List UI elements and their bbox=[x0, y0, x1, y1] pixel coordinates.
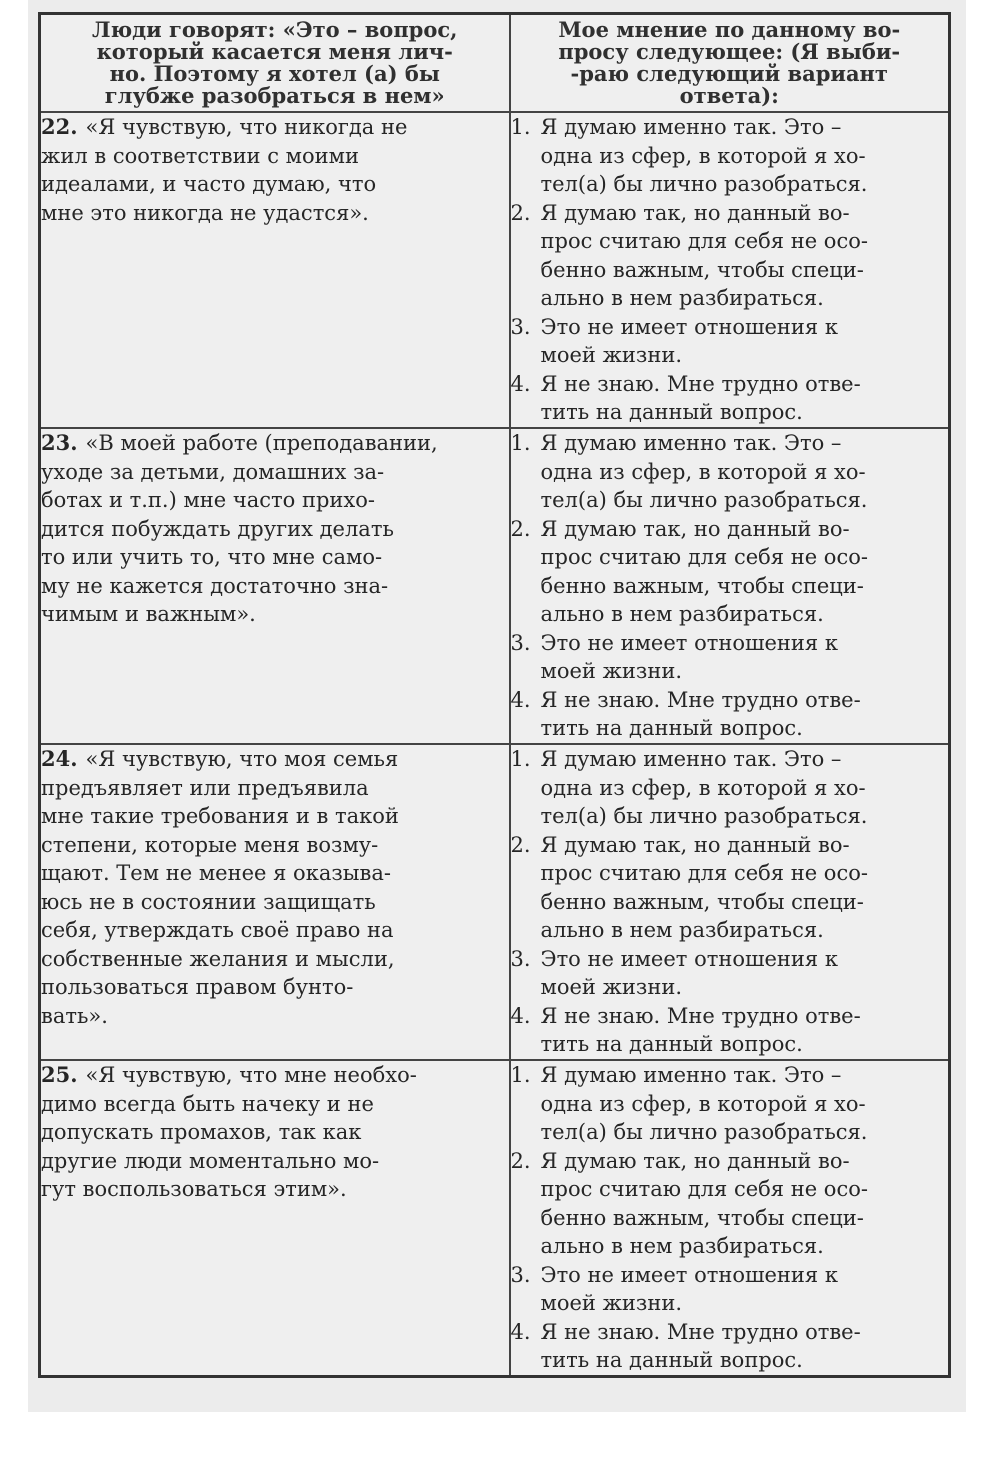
statement-cell bbox=[40, 1060, 510, 1376]
option-text: Я думаю так, но данный во- прос считаю для себя не осо- бенно важным, чтобы специ- ально в нем разбираться. bbox=[540, 200, 868, 310]
answer-options bbox=[510, 744, 950, 1060]
question-number: 22. bbox=[41, 114, 78, 139]
answer-option-1[interactable] bbox=[511, 1061, 949, 1147]
option-text: Я думаю именно так. Это – одна из сфер, в которой я хо- тел(а) бы лично разобраться. bbox=[540, 431, 868, 512]
answer-option-3[interactable] bbox=[511, 629, 949, 686]
answer-option-1[interactable] bbox=[511, 429, 949, 515]
statement-cell bbox=[40, 744, 510, 1060]
option-number: 1. bbox=[510, 431, 531, 455]
questionnaire-table bbox=[38, 12, 951, 1378]
option-text: Я не знаю. Мне трудно отве- тить на данный вопрос. bbox=[540, 1003, 861, 1056]
answer-option-3[interactable] bbox=[511, 945, 949, 1002]
answer-option-2[interactable] bbox=[511, 515, 949, 629]
option-number: 3. bbox=[510, 946, 531, 971]
option-number: 3. bbox=[510, 1262, 531, 1287]
statement-text: «В моей работе (преподавании, уходе за детьми, домашних за- ботах и т.п.) мне часто прихо- дится побуждать других делать то или учить то, что мне само- му не кажется достаточно зна- чимым и важным». bbox=[41, 431, 438, 626]
header-people-say: Люди говорят: «Это – вопрос, который касается меня лич- но. Поэтому я хотел (а) бы глубже разобраться в нем» bbox=[40, 14, 510, 113]
option-number: 1. bbox=[510, 747, 531, 771]
option-number: 3. bbox=[510, 314, 531, 339]
answer-options bbox=[510, 1060, 950, 1376]
question-row-23 bbox=[40, 428, 950, 744]
option-number: 2. bbox=[510, 516, 531, 541]
option-text: Это не имеет отношения к моей жизни. bbox=[540, 946, 838, 999]
option-text: Я думаю так, но данный во- прос считаю для себя не осо- бенно важным, чтобы специ- ально в нем разбираться. bbox=[540, 516, 868, 626]
answer-options bbox=[510, 112, 950, 428]
option-number: 4. bbox=[510, 371, 531, 396]
answer-option-3[interactable] bbox=[511, 313, 949, 370]
question-number: 24. bbox=[41, 746, 78, 771]
question-row-22 bbox=[40, 112, 950, 428]
question-row-25 bbox=[40, 1060, 950, 1376]
option-text: Я не знаю. Мне трудно отве- тить на данный вопрос. bbox=[540, 687, 861, 740]
question-number: 25. bbox=[41, 1062, 78, 1087]
answer-option-4[interactable] bbox=[511, 1318, 949, 1375]
question-row-24 bbox=[40, 744, 950, 1060]
option-text: Я думаю именно так. Это – одна из сфер, в которой я хо- тел(а) бы лично разобраться. bbox=[540, 747, 868, 828]
option-text: Я думаю так, но данный во- прос считаю для себя не осо- бенно важным, чтобы специ- ально в нем разбираться. bbox=[540, 1148, 868, 1258]
option-text: Я не знаю. Мне трудно отве- тить на данный вопрос. bbox=[540, 371, 861, 424]
option-number: 2. bbox=[510, 1148, 531, 1173]
option-text: Это не имеет отношения к моей жизни. bbox=[540, 1262, 838, 1315]
answer-option-4[interactable] bbox=[511, 1002, 949, 1059]
option-text: Это не имеет отношения к моей жизни. bbox=[540, 314, 838, 367]
question-number: 23. bbox=[41, 430, 78, 455]
option-number: 4. bbox=[510, 687, 531, 712]
option-text: Я думаю так, но данный во- прос считаю для себя не осо- бенно важным, чтобы специ- ально в нем разбираться. bbox=[540, 832, 868, 942]
answer-option-1[interactable] bbox=[511, 113, 949, 199]
option-number: 1. bbox=[510, 115, 531, 139]
statement-cell bbox=[40, 112, 510, 428]
answer-option-1[interactable] bbox=[511, 745, 949, 831]
table-header-row bbox=[40, 14, 950, 113]
answer-option-2[interactable] bbox=[511, 1147, 949, 1261]
statement-text: «Я чувствую, что моя семья предъявляет или предъявила мне такие требования и в такой степени, которые меня возму- щают. Тем не менее я оказыва- юсь не в состоянии защищать себя, утверждать своё право на собственные желания и мысли, пользоваться правом бунто- вать». bbox=[41, 747, 399, 1028]
option-number: 2. bbox=[510, 200, 531, 225]
option-number: 2. bbox=[510, 832, 531, 857]
statement-cell bbox=[40, 428, 510, 744]
statement-text: «Я чувствую, что мне необхо- димо всегда быть начеку и не допускать промахов, так как другие люди моментально мо- гут воспользоваться этим». bbox=[41, 1063, 417, 1201]
option-text: Я не знаю. Мне трудно отве- тить на данный вопрос. bbox=[540, 1319, 861, 1372]
statement-text: «Я чувствую, что никогда не жил в соответствии с моими идеалами, и часто думаю, что мне это никогда не удастся». bbox=[41, 115, 408, 225]
answer-options bbox=[510, 428, 950, 744]
option-number: 4. bbox=[510, 1003, 531, 1028]
answer-option-4[interactable] bbox=[511, 370, 949, 427]
answer-option-3[interactable] bbox=[511, 1261, 949, 1318]
option-number: 4. bbox=[510, 1319, 531, 1344]
option-text: Я думаю именно так. Это – одна из сфер, в которой я хо- тел(а) бы лично разобраться. bbox=[540, 1063, 868, 1144]
option-number: 1. bbox=[510, 1063, 531, 1087]
option-text: Я думаю именно так. Это – одна из сфер, в которой я хо- тел(а) бы лично разобраться. bbox=[540, 115, 868, 196]
answer-option-4[interactable] bbox=[511, 686, 949, 743]
option-number: 3. bbox=[510, 630, 531, 655]
answer-option-2[interactable] bbox=[511, 199, 949, 313]
option-text: Это не имеет отношения к моей жизни. bbox=[540, 630, 838, 683]
header-my-opinion: Мое мнение по данному во- просу следующее: (Я выби- -раю следующий вариант ответа): bbox=[510, 14, 950, 113]
answer-option-2[interactable] bbox=[511, 831, 949, 945]
